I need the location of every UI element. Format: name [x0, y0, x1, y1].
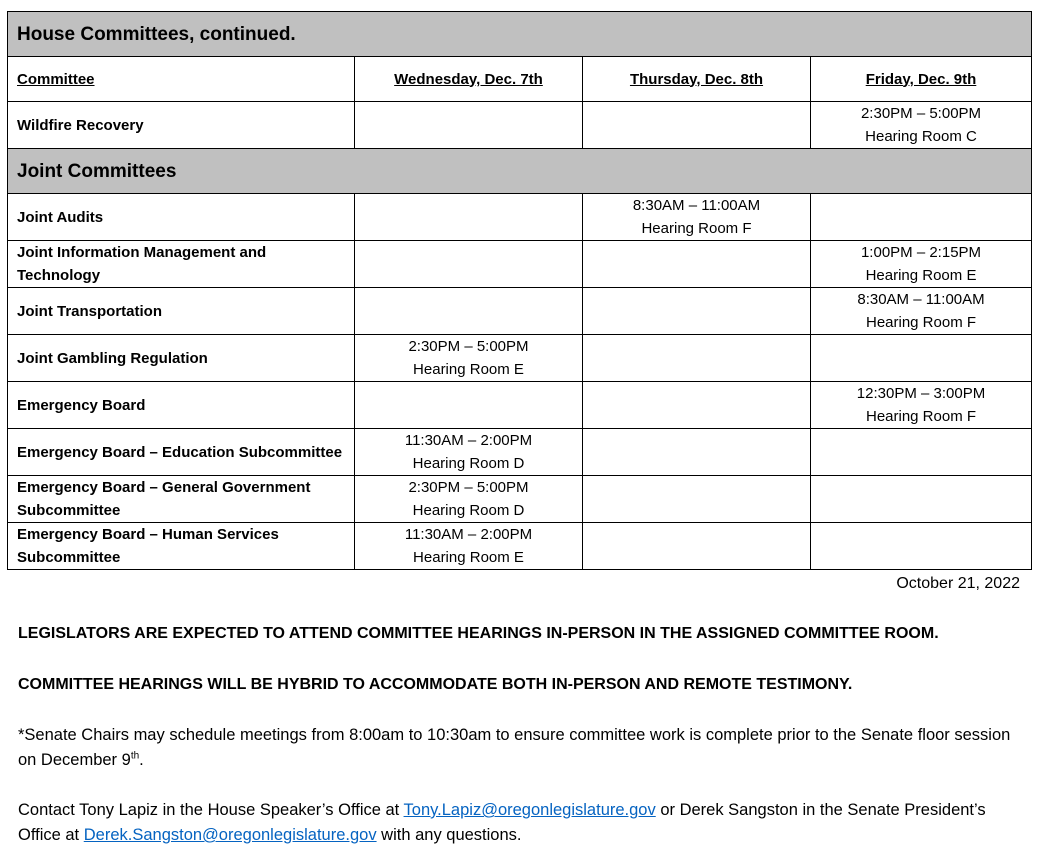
hearing-time: 8:30AM – 11:00AM [632, 197, 761, 214]
committee-name: Emergency Board – Education Subcommittee [8, 429, 355, 476]
senate-note [18, 723, 1023, 773]
hearing-time: 1:00PM – 2:15PM [860, 244, 982, 261]
schedule-cell-fri [811, 382, 1032, 429]
table-row [8, 382, 1032, 429]
schedule-cell-thu [583, 102, 811, 149]
header-friday: Friday, Dec. 9th [811, 57, 1032, 102]
schedule-cell-fri [811, 288, 1032, 335]
committee-name: Joint Information Management and Technology [8, 241, 355, 288]
schedule-cell-thu [583, 382, 811, 429]
hearing-room: Hearing Room F [641, 220, 752, 237]
schedule-cell-thu [583, 288, 811, 335]
committee-name: Wildfire Recovery [8, 102, 355, 149]
committee-name: Emergency Board [8, 382, 355, 429]
attendance-notice: LEGISLATORS ARE EXPECTED TO ATTEND COMMITTEE HEARINGS IN-PERSON IN THE ASSIGNED COMMITTEE ROOM. [18, 625, 939, 642]
table-row [8, 476, 1032, 523]
committee-name: Emergency Board – General Government Subcommittee [8, 476, 355, 523]
table-row [8, 523, 1032, 570]
schedule-cell-fri [811, 429, 1032, 476]
hearing-room: Hearing Room E [413, 361, 524, 378]
senate-note-text: *Senate Chairs may schedule meetings from 8:00am to 10:30am to ensure committee work is complete prior to the Senate floor session on December 9 [18, 726, 1011, 769]
hearing-time: 8:30AM – 11:00AM [857, 291, 985, 308]
schedule-cell-wed [355, 523, 583, 570]
email-link-tony[interactable]: Tony.Lapiz@oregonlegislature.gov [403, 801, 656, 819]
hearing-time: 2:30PM – 5:00PM [860, 105, 982, 122]
hearing-room: Hearing Room E [413, 549, 524, 566]
joint-section-header [8, 149, 1032, 194]
schedule-cell-wed [355, 102, 583, 149]
schedule-cell-fri [811, 523, 1032, 570]
senate-note-end: . [139, 751, 144, 769]
header-thursday: Thursday, Dec. 8th [583, 57, 811, 102]
hybrid-notice: COMMITTEE HEARINGS WILL BE HYBRID TO ACCOMMODATE BOTH IN-PERSON AND REMOTE TESTIMONY. [18, 676, 853, 693]
schedule-cell-thu [583, 335, 811, 382]
schedule-cell-wed [355, 476, 583, 523]
house-section-header [8, 12, 1032, 57]
schedule-cell-fri [811, 241, 1032, 288]
house-section-title: House Committees, continued. [8, 12, 1032, 57]
schedule-cell-wed [355, 241, 583, 288]
contact-text-2: or Derek Sangston in the Senate President’s Office at [18, 801, 986, 844]
schedule-cell-thu [583, 241, 811, 288]
hearing-room: Hearing Room F [865, 408, 977, 425]
schedule-cell-fri [811, 335, 1032, 382]
hearing-room: Hearing Room F [865, 314, 977, 331]
committee-name: Joint Transportation [8, 288, 355, 335]
joint-rows [8, 194, 1032, 570]
table-row [8, 194, 1032, 241]
column-header-row [8, 57, 1032, 102]
hearing-time: 11:30AM – 2:00PM [404, 432, 533, 449]
schedule-cell-fri [811, 194, 1032, 241]
hearing-room: Hearing Room E [865, 267, 977, 284]
committee-name: Joint Audits [8, 194, 355, 241]
hearing-time: 12:30PM – 3:00PM [856, 385, 986, 402]
schedule-cell-wed [355, 429, 583, 476]
schedule-cell-fri [811, 102, 1032, 149]
hearing-time: 2:30PM – 5:00PM [408, 338, 529, 355]
schedule-cell-thu [583, 476, 811, 523]
schedule-cell-wed [355, 335, 583, 382]
joint-section-title: Joint Committees [8, 149, 1032, 194]
hearing-room: Hearing Room D [412, 502, 525, 519]
hearing-time: 2:30PM – 5:00PM [408, 479, 529, 496]
hearing-room: Hearing Room C [865, 128, 977, 145]
schedule-cell-wed [355, 194, 583, 241]
contact-paragraph [18, 798, 1023, 848]
schedule-cell-wed [355, 382, 583, 429]
schedule-table [7, 11, 1032, 570]
schedule-cell-wed [355, 288, 583, 335]
schedule-cell-thu [583, 523, 811, 570]
table-row [8, 288, 1032, 335]
committee-name: Emergency Board – Human Services Subcommittee [8, 523, 355, 570]
schedule-cell-fri [811, 476, 1032, 523]
table-row [8, 241, 1032, 288]
header-wednesday: Wednesday, Dec. 7th [355, 57, 583, 102]
contact-text-3: with any questions. [376, 826, 522, 844]
document-date: October 21, 2022 [896, 575, 1020, 592]
schedule-cell-thu [583, 194, 811, 241]
schedule-cell-thu [583, 429, 811, 476]
table-row [8, 429, 1032, 476]
table-row [8, 335, 1032, 382]
senate-note-sup: th [130, 750, 140, 762]
house-rows [8, 102, 1032, 149]
table-row [8, 102, 1032, 149]
hearing-room: Hearing Room D [412, 455, 525, 472]
header-committee: Committee [8, 57, 355, 102]
contact-text-1: Contact Tony Lapiz in the House Speaker’s Office at [18, 801, 404, 819]
committee-name: Joint Gambling Regulation [8, 335, 355, 382]
hearing-time: 11:30AM – 2:00PM [404, 526, 533, 543]
email-link-derek[interactable]: Derek.Sangston@oregonlegislature.gov [83, 826, 377, 844]
